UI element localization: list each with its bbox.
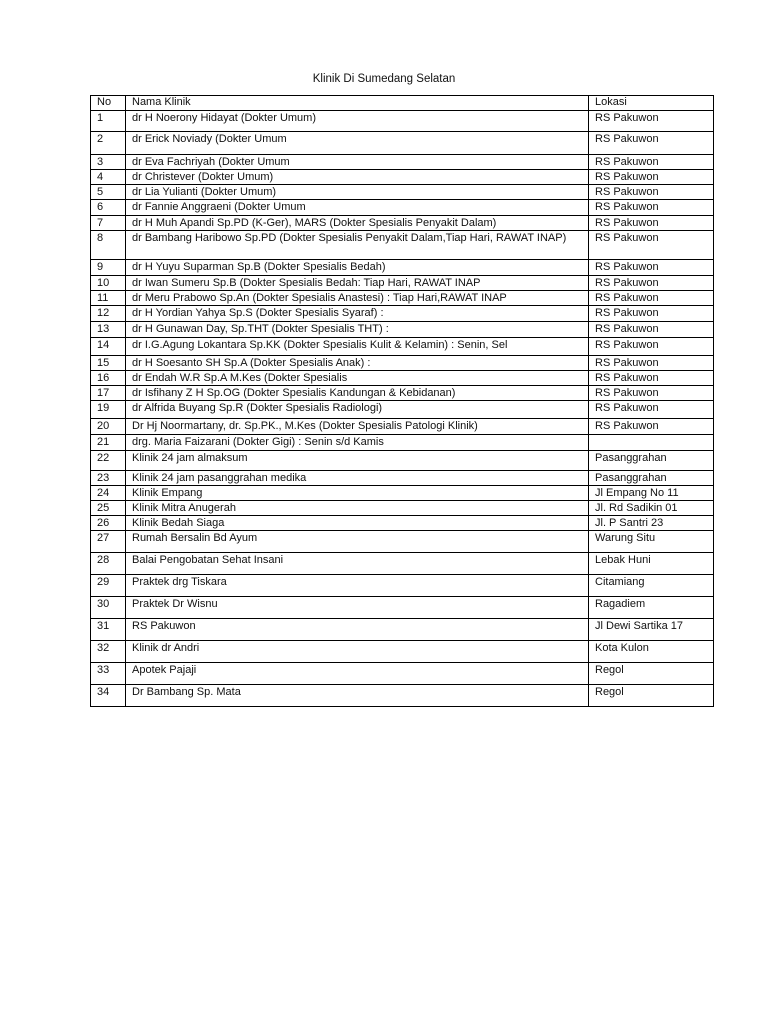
cell-location: Jl. P Santri 23: [589, 516, 714, 531]
cell-name: Klinik Mitra Anugerah: [126, 501, 589, 516]
cell-name: Apotek Pajaji: [126, 663, 589, 685]
cell-name: dr Christever (Dokter Umum): [126, 170, 589, 185]
table-row: [91, 401, 714, 419]
cell-location: RS Pakuwon: [589, 200, 714, 216]
cell-no: 12: [91, 306, 126, 322]
table-row: [91, 260, 714, 276]
cell-location: RS Pakuwon: [589, 260, 714, 276]
cell-name: dr Meru Prabowo Sp.An (Dokter Spesialis Anastesi) : Tiap Hari,RAWAT INAP: [126, 291, 589, 306]
table-row: [91, 276, 714, 291]
table-row: [91, 371, 714, 386]
table-row: [91, 155, 714, 170]
header-no: No: [91, 96, 126, 111]
table-row: [91, 356, 714, 371]
table-row: [91, 200, 714, 216]
cell-no: 20: [91, 419, 126, 435]
cell-location: Jl Dewi Sartika 17: [589, 619, 714, 641]
cell-no: 7: [91, 216, 126, 231]
table-row: [91, 111, 714, 132]
cell-location: Pasanggrahan: [589, 451, 714, 471]
cell-no: 3: [91, 155, 126, 170]
cell-no: 28: [91, 553, 126, 575]
cell-no: 25: [91, 501, 126, 516]
table-row: [91, 685, 714, 707]
cell-name: Klinik dr Andri: [126, 641, 589, 663]
cell-name: dr Eva Fachriyah (Dokter Umum: [126, 155, 589, 170]
cell-location: RS Pakuwon: [589, 111, 714, 132]
cell-name: Klinik 24 jam pasanggrahan medika: [126, 471, 589, 486]
cell-no: 26: [91, 516, 126, 531]
document-title: Klinik Di Sumedang Selatan: [312, 73, 456, 85]
cell-name: dr Iwan Sumeru Sp.B (Dokter Spesialis Bedah: Tiap Hari, RAWAT INAP: [126, 276, 589, 291]
table-row: [91, 663, 714, 685]
table-row: [91, 516, 714, 531]
cell-name: Praktek drg Tiskara: [126, 575, 589, 597]
table-row: [91, 531, 714, 553]
cell-name: dr H Noerony Hidayat (Dokter Umum): [126, 111, 589, 132]
cell-name: drg. Maria Faizarani (Dokter Gigi) : Senin s/d Kamis: [126, 435, 589, 451]
table-row: [91, 597, 714, 619]
table-row: [91, 419, 714, 435]
cell-location: [589, 435, 714, 451]
cell-location: RS Pakuwon: [589, 216, 714, 231]
cell-no: 21: [91, 435, 126, 451]
cell-location: RS Pakuwon: [589, 185, 714, 200]
cell-name: Klinik 24 jam almaksum: [126, 451, 589, 471]
cell-location: RS Pakuwon: [589, 132, 714, 155]
cell-location: RS Pakuwon: [589, 386, 714, 401]
table-row: [91, 291, 714, 306]
cell-location: RS Pakuwon: [589, 419, 714, 435]
cell-location: RS Pakuwon: [589, 170, 714, 185]
table-row: [91, 170, 714, 185]
cell-location: Regol: [589, 663, 714, 685]
cell-name: Balai Pengobatan Sehat Insani: [126, 553, 589, 575]
cell-location: RS Pakuwon: [589, 155, 714, 170]
header-location: Lokasi: [589, 96, 714, 111]
table-row: [91, 575, 714, 597]
cell-name: dr Isfihany Z H Sp.OG (Dokter Spesialis Kandungan & Kebidanan): [126, 386, 589, 401]
cell-no: 11: [91, 291, 126, 306]
table-row: [91, 132, 714, 155]
cell-name: dr H Gunawan Day, Sp.THT (Dokter Spesialis THT) :: [126, 322, 589, 338]
cell-no: 1: [91, 111, 126, 132]
cell-no: 32: [91, 641, 126, 663]
cell-name: Rumah Bersalin Bd Ayum: [126, 531, 589, 553]
cell-no: 22: [91, 451, 126, 471]
cell-no: 29: [91, 575, 126, 597]
cell-no: 14: [91, 338, 126, 356]
cell-name: dr Bambang Haribowo Sp.PD (Dokter Spesialis Penyakit Dalam,Tiap Hari, RAWAT INAP): [126, 231, 589, 260]
cell-name: Klinik Empang: [126, 486, 589, 501]
cell-name: Praktek Dr Wisnu: [126, 597, 589, 619]
cell-location: RS Pakuwon: [589, 356, 714, 371]
cell-no: 17: [91, 386, 126, 401]
cell-no: 10: [91, 276, 126, 291]
cell-name: dr H Muh Apandi Sp.PD (K-Ger), MARS (Dokter Spesialis Penyakit Dalam): [126, 216, 589, 231]
cell-name: RS Pakuwon: [126, 619, 589, 641]
header-name: Nama Klinik: [126, 96, 589, 111]
cell-name: Klinik Bedah Siaga: [126, 516, 589, 531]
table-row: [91, 501, 714, 516]
table-row: [91, 386, 714, 401]
cell-name: dr Alfrida Buyang Sp.R (Dokter Spesialis Radiologi): [126, 401, 589, 419]
cell-location: Pasanggrahan: [589, 471, 714, 486]
cell-location: RS Pakuwon: [589, 338, 714, 356]
table-row: [91, 471, 714, 486]
cell-no: 30: [91, 597, 126, 619]
cell-no: 8: [91, 231, 126, 260]
table-row: [91, 338, 714, 356]
cell-name: dr Endah W.R Sp.A M.Kes (Dokter Spesialis: [126, 371, 589, 386]
cell-no: 13: [91, 322, 126, 338]
cell-location: Lebak Huni: [589, 553, 714, 575]
table-header-row: [91, 96, 714, 111]
cell-location: RS Pakuwon: [589, 291, 714, 306]
clinic-table: [90, 95, 714, 707]
cell-location: Warung Situ: [589, 531, 714, 553]
cell-no: 15: [91, 356, 126, 371]
cell-no: 31: [91, 619, 126, 641]
cell-location: Regol: [589, 685, 714, 707]
cell-location: Jl Empang No 11: [589, 486, 714, 501]
table-row: [91, 486, 714, 501]
cell-location: RS Pakuwon: [589, 322, 714, 338]
cell-location: Jl. Rd Sadikin 01: [589, 501, 714, 516]
table-row: [91, 619, 714, 641]
cell-name: dr Erick Noviady (Dokter Umum: [126, 132, 589, 155]
table-row: [91, 641, 714, 663]
cell-no: 9: [91, 260, 126, 276]
table-row: [91, 185, 714, 200]
cell-name: Dr Hj Noormartany, dr. Sp.PK., M.Kes (Dokter Spesialis Patologi Klinik): [126, 419, 589, 435]
cell-location: Ragadiem: [589, 597, 714, 619]
cell-name: dr H Yordian Yahya Sp.S (Dokter Spesialis Syaraf) :: [126, 306, 589, 322]
cell-name: dr H Yuyu Suparman Sp.B (Dokter Spesialis Bedah): [126, 260, 589, 276]
table-row: [91, 306, 714, 322]
cell-name: dr I.G.Agung Lokantara Sp.KK (Dokter Spesialis Kulit & Kelamin) : Senin, Sel: [126, 338, 589, 356]
cell-no: 2: [91, 132, 126, 155]
cell-no: 5: [91, 185, 126, 200]
table-row: [91, 216, 714, 231]
cell-name: dr Fannie Anggraeni (Dokter Umum: [126, 200, 589, 216]
table-row: [91, 451, 714, 471]
cell-no: 34: [91, 685, 126, 707]
cell-no: 6: [91, 200, 126, 216]
cell-location: RS Pakuwon: [589, 371, 714, 386]
table-row: [91, 231, 714, 260]
cell-location: RS Pakuwon: [589, 401, 714, 419]
table-row: [91, 322, 714, 338]
table-row: [91, 435, 714, 451]
cell-no: 27: [91, 531, 126, 553]
cell-location: RS Pakuwon: [589, 276, 714, 291]
cell-name: dr Lia Yulianti (Dokter Umum): [126, 185, 589, 200]
cell-no: 33: [91, 663, 126, 685]
cell-location: RS Pakuwon: [589, 231, 714, 260]
cell-no: 4: [91, 170, 126, 185]
cell-location: Citamiang: [589, 575, 714, 597]
table-row: [91, 553, 714, 575]
cell-no: 16: [91, 371, 126, 386]
cell-location: Kota Kulon: [589, 641, 714, 663]
cell-name: Dr Bambang Sp. Mata: [126, 685, 589, 707]
cell-no: 23: [91, 471, 126, 486]
cell-name: dr H Soesanto SH Sp.A (Dokter Spesialis Anak) :: [126, 356, 589, 371]
cell-no: 24: [91, 486, 126, 501]
cell-location: RS Pakuwon: [589, 306, 714, 322]
cell-no: 19: [91, 401, 126, 419]
